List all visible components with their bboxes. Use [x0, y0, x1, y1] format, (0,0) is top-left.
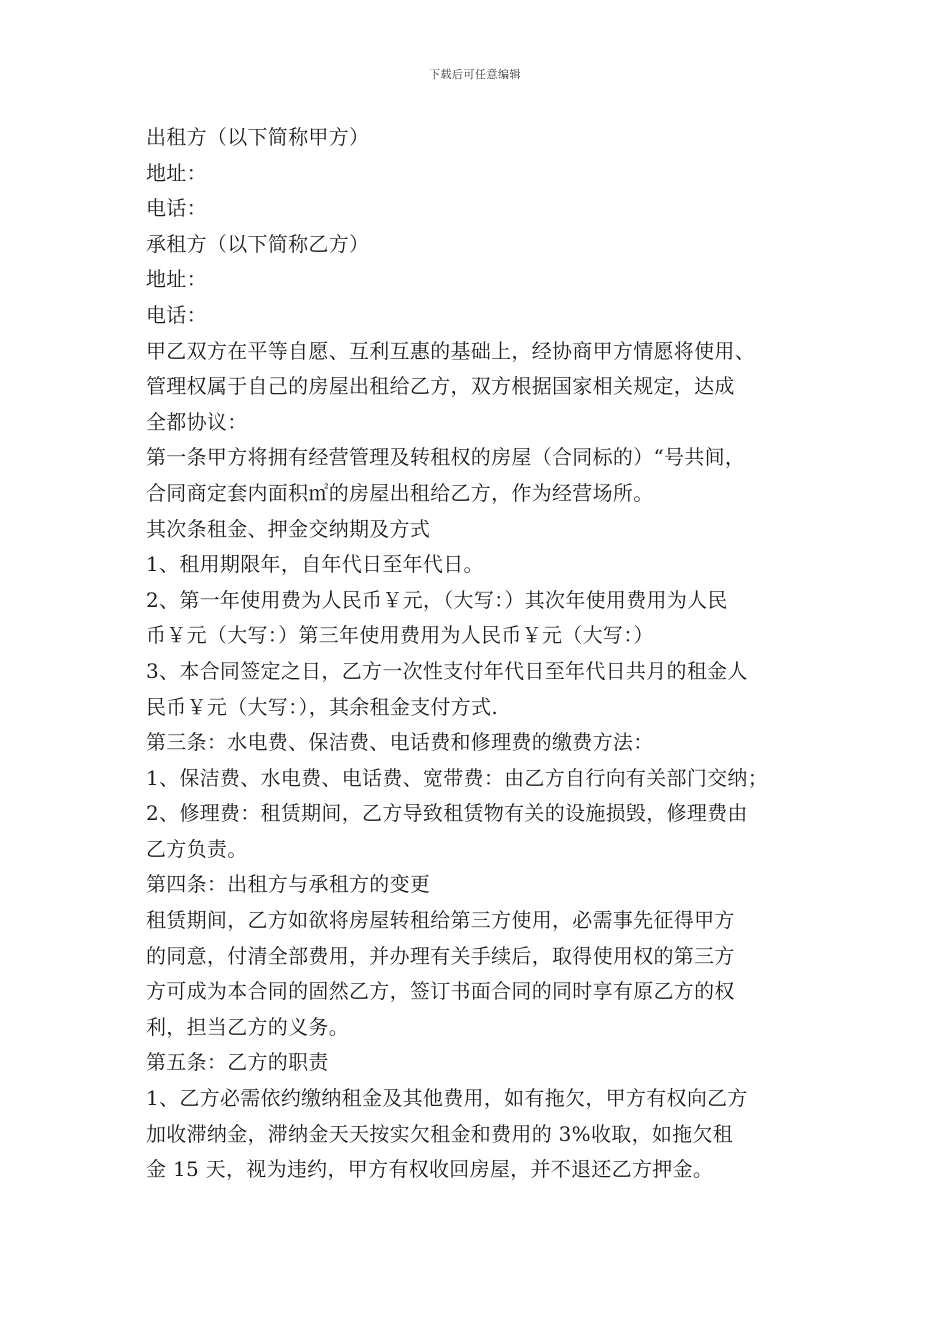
text-line: 2、第一年使用费为人民币￥元，（大写：）其次年使用费用为人民: [146, 587, 728, 612]
text-line: 承租方（以下简称乙方）: [146, 231, 370, 256]
text-line: 地址：: [146, 160, 207, 185]
text-line: 第一条甲方将拥有经营管理及转租权的房屋（合同标的）“号共间，: [146, 445, 746, 470]
text-line: 金 15 天，视为违约，甲方有权收回房屋，并不退还乙方押金。: [146, 1157, 714, 1182]
text-line: 其次条租金、押金交纳期及方式: [146, 516, 431, 541]
text-line: 合同商定套内面积㎡的房屋出租给乙方，作为经营场所。: [146, 480, 654, 505]
text-line: 民币￥元（大写：），其余租金支付方式.: [146, 694, 499, 719]
text-line: 的同意，付清全部费用，并办理有关手续后，取得使用权的第三方: [146, 943, 735, 968]
text-line: 3、本合同签定之日，乙方一次性支付年代日至年代日共月的租金人: [146, 658, 748, 683]
text-line: 1、租用期限年，自年代日至年代日。: [146, 552, 484, 577]
text-line: 1、保洁费、水电费、电话费、宽带费：由乙方自行向有关部门交纳；: [146, 765, 769, 790]
text-line: 第四条：出租方与承租方的变更: [146, 872, 431, 897]
text-line: 1、乙方必需依约缴纳租金及其他费用，如有拖欠，甲方有权向乙方: [146, 1086, 748, 1111]
text-line: 方可成为本合同的固然乙方，签订书面合同的同时享有原乙方的权: [146, 979, 735, 1004]
text-line: 2、修理费：租赁期间，乙方导致租赁物有关的设施损毁，修理费由: [146, 801, 748, 826]
text-line: 电话：: [146, 302, 207, 327]
text-line: 甲乙双方在平等自愿、互利互惠的基础上，经协商甲方情愿将使用、: [146, 338, 755, 363]
text-line: 管理权属于自己的房屋出租给乙方，双方根据国家相关规定，达成: [146, 374, 735, 399]
text-line: 加收滞纳金，滞纳金天天按实欠租金和费用的 3%收取，如拖欠租: [146, 1121, 734, 1146]
text-line: 电话：: [146, 196, 207, 221]
text-line: 乙方负责。: [146, 836, 248, 861]
text-line: 币￥元（大写：）第三年使用费用为人民币￥元（大写：）: [146, 623, 654, 648]
page-header: 下载后可任意编辑: [429, 68, 521, 81]
text-line: 出租方（以下简称甲方）: [146, 125, 370, 149]
text-line: 第三条：水电费、保洁费、电话费和修理费的缴费方法：: [146, 730, 654, 755]
text-line: 第五条：乙方的职责: [146, 1050, 329, 1075]
text-line: 全都协议：: [146, 409, 248, 434]
text-line: 租赁期间，乙方如欲将房屋转租给第三方使用，必需事先征得甲方: [146, 908, 735, 933]
text-line: 利，担当乙方的义务。: [146, 1014, 349, 1039]
text-line: 地址：: [146, 267, 207, 292]
contract-body: [146, 120, 816, 1188]
